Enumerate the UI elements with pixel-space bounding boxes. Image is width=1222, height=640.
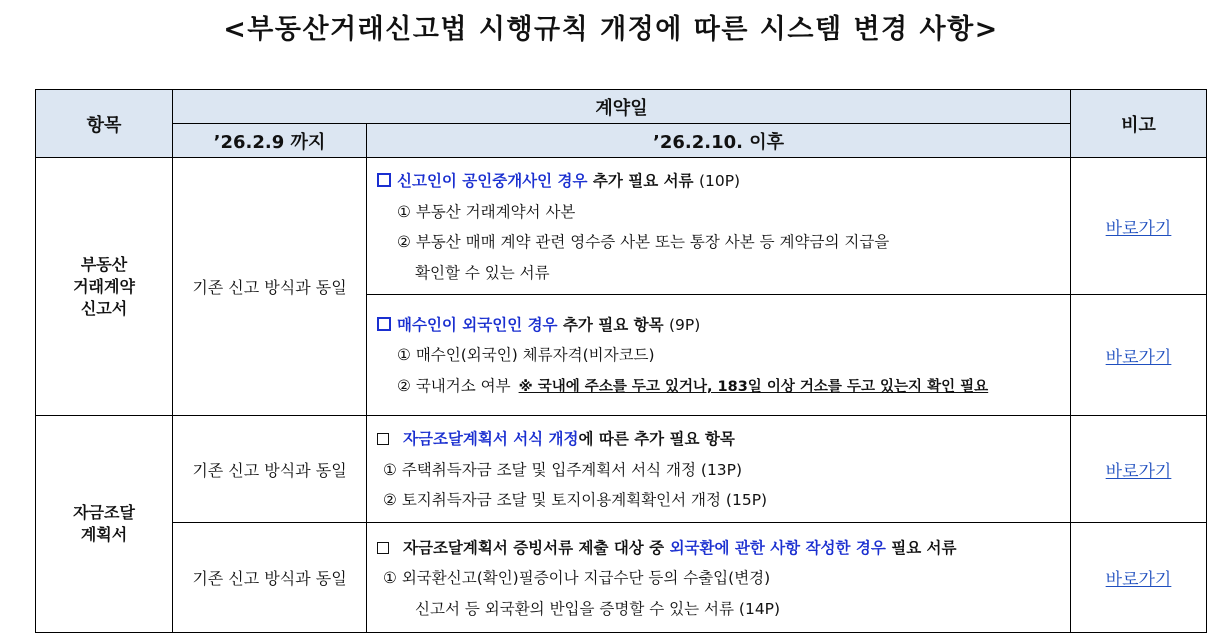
heading-text: 추가 필요 서류 bbox=[592, 172, 694, 190]
heading-highlight: 매수인이 외국인인 경우 bbox=[397, 315, 558, 334]
category-line: 계획서 bbox=[80, 525, 128, 544]
list-item: ① 주택취득자금 조달 및 입주계획서 서식 개정 (13P) bbox=[383, 460, 743, 479]
shortcut-link[interactable]: 바로가기 bbox=[1105, 570, 1172, 590]
previous-method: 기존 신고 방식과 동일 bbox=[173, 523, 367, 633]
category-line: 거래계약 bbox=[73, 276, 135, 296]
list-item-continued: 확인할 수 있는 서류 bbox=[415, 263, 550, 282]
change-detail bbox=[367, 158, 1071, 295]
category-line: 신고서 bbox=[80, 298, 128, 318]
list-item-continued: 신고서 등 외국환의 반입을 증명할 수 있는 서류 (14P) bbox=[415, 599, 781, 618]
detail-heading bbox=[377, 310, 1062, 341]
page-ref: (10P) bbox=[698, 172, 741, 190]
shortcut-link[interactable]: 바로가기 bbox=[1105, 461, 1172, 482]
heading-highlight: 신고인이 공인중개사인 경우 bbox=[397, 172, 588, 190]
category-line: 부동산 bbox=[80, 254, 128, 274]
list-item: ① 매수인(외국인) 체류자격(비자코드) bbox=[397, 346, 655, 365]
heading-highlight: 자금조달계획서 서식 개정 bbox=[403, 430, 579, 449]
header-contract-date: 계약일 bbox=[173, 90, 1071, 124]
detail-heading bbox=[377, 166, 1062, 197]
note-cell bbox=[1071, 295, 1207, 416]
list-item-text: ② 국내거소 여부 bbox=[397, 376, 511, 395]
shortcut-link[interactable]: 바로가기 bbox=[1105, 218, 1172, 239]
header-item: 항목 bbox=[36, 90, 173, 158]
heading-text: 필요 서류 bbox=[891, 538, 957, 557]
shortcut-link[interactable]: 바로가기 bbox=[1105, 347, 1172, 368]
checkbox-square-icon bbox=[377, 433, 389, 445]
page-ref: (9P) bbox=[668, 315, 701, 334]
heading-text: 에 따른 추가 필요 항목 bbox=[578, 430, 735, 449]
heading-text: 추가 필요 항목 bbox=[562, 315, 664, 334]
header-before: ’26.2.9 까지 bbox=[173, 124, 367, 158]
note-cell bbox=[1071, 523, 1207, 633]
category-funding-plan bbox=[36, 416, 173, 633]
detail-heading bbox=[377, 533, 1062, 564]
heading-text-pre: 자금조달계획서 증빙서류 제출 대상 중 bbox=[403, 538, 665, 557]
note-cell bbox=[1071, 416, 1207, 523]
list-item: ① 부동산 거래계약서 사본 bbox=[397, 202, 576, 221]
header-after: ’26.2.10. 이후 bbox=[367, 124, 1071, 158]
list-item: ② 토지취득자금 조달 및 토지이용계획확인서 개정 (15P) bbox=[383, 491, 768, 510]
list-item bbox=[377, 371, 1062, 403]
change-detail bbox=[367, 416, 1071, 523]
previous-method: 기존 신고 방식과 동일 bbox=[173, 416, 367, 523]
page-title: <부동산거래신고법 시행규칙 개정에 따른 시스템 변경 사항> bbox=[223, 14, 999, 45]
checkbox-square-icon bbox=[377, 317, 391, 331]
previous-method: 기존 신고 방식과 동일 bbox=[173, 158, 367, 416]
checkbox-square-icon bbox=[377, 542, 389, 554]
heading-highlight: 외국환에 관한 사항 작성한 경우 bbox=[669, 538, 886, 557]
table-row bbox=[36, 158, 1207, 295]
checkbox-square-icon bbox=[377, 173, 391, 187]
note-cell bbox=[1071, 158, 1207, 295]
list-item: ② 부동산 매매 계약 관련 영수증 사본 또는 통장 사본 등 계약금의 지급을 bbox=[397, 233, 890, 251]
table-row bbox=[36, 416, 1207, 523]
table-row bbox=[36, 523, 1207, 633]
change-detail bbox=[367, 523, 1071, 633]
change-detail bbox=[367, 295, 1071, 416]
changes-table bbox=[35, 89, 1207, 633]
header-note: 비고 bbox=[1071, 90, 1207, 158]
category-line: 자금조달 bbox=[73, 503, 135, 522]
category-real-estate bbox=[36, 158, 173, 416]
list-item: ① 외국환신고(확인)필증이나 지급수단 등의 수출입(변경) bbox=[383, 569, 771, 588]
detail-heading bbox=[377, 424, 1062, 455]
residence-note: ※ 국내에 주소를 두고 있거나, 183일 이상 거소를 두고 있는지 확인 필요 bbox=[518, 378, 989, 395]
